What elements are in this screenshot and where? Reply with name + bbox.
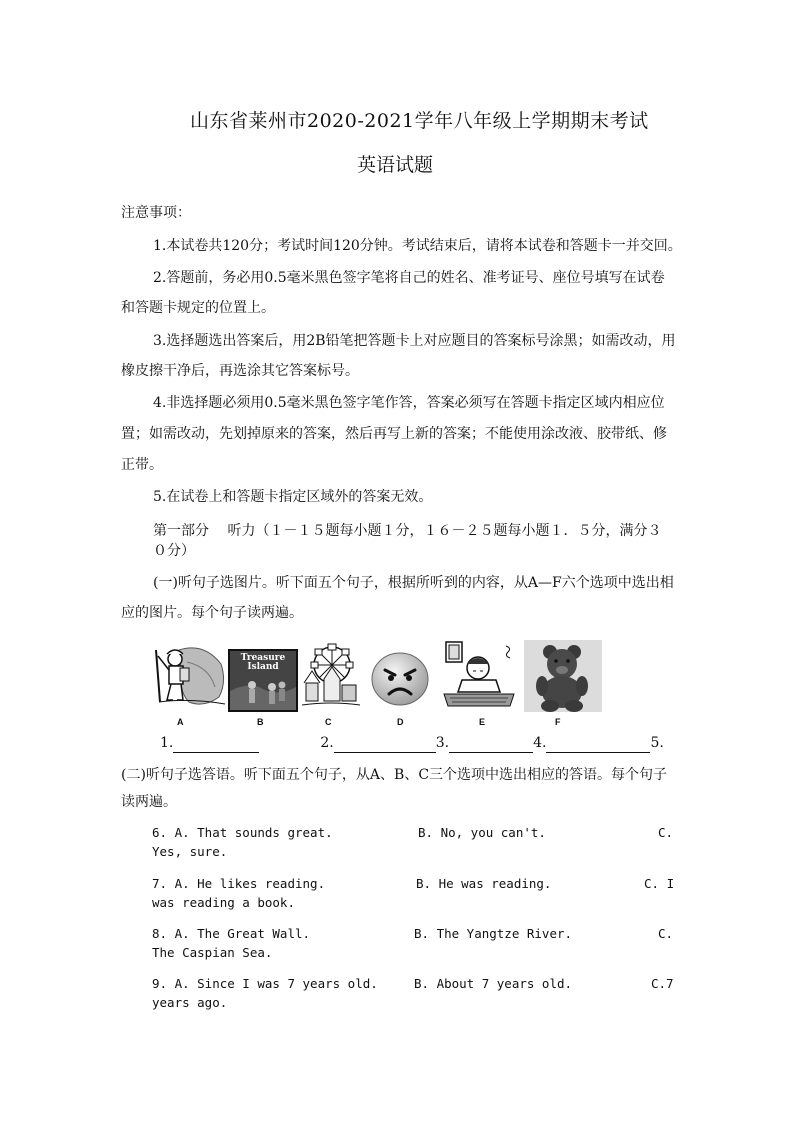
note-4-line-2: 置；如需改动，先划掉原来的答案，然后再写上新的答案；不能使用涂改液、胶带纸、修 xyxy=(121,426,667,442)
q6-option-c: C. xyxy=(658,825,674,840)
picture-label-a: A xyxy=(177,717,184,727)
q7-option-c-text: was reading a book. xyxy=(152,895,295,910)
q9-option-b: B. About 7 years old. xyxy=(414,976,573,991)
section-2-instruction-line-1: (二)听句子选答语。听下面五个句子，从A、B、C三个选项中选出相应的答语。每个句子 xyxy=(121,767,668,783)
q6-option-b: B. No, you can't. xyxy=(418,825,546,840)
q8-option-b: B. The Yangtze River. xyxy=(414,926,573,941)
treasure-island-book-icon xyxy=(228,649,298,712)
note-4-line-1: 4.非选择题必须用0.5毫米黑色签字笔作答，答案必须写在答题卡指定区域内相应位 xyxy=(153,395,665,411)
note-3-line-2: 橡皮擦干净后，再选涂其它答案标号。 xyxy=(121,363,359,379)
section-1-instruction-line-1: (一)听句子选图片。听下面五个句子，根据所听到的内容，从A—F六个选项中选出相 xyxy=(153,575,674,591)
angry-face-icon xyxy=(369,650,431,708)
q8-option-a: 8. A. The Great Wall. xyxy=(152,926,311,941)
q7-option-c: C. I xyxy=(644,876,675,891)
blank-5-number: 5. xyxy=(650,735,664,751)
blank-4[interactable] xyxy=(546,738,650,753)
blank-4-number: 4. xyxy=(533,735,547,751)
picture-label-f: F xyxy=(555,717,561,727)
answer-blanks-row xyxy=(160,733,664,753)
amusement-park-icon xyxy=(302,643,360,711)
blank-1-number: 1. xyxy=(160,735,174,751)
q8-option-c-text: The Caspian Sea. xyxy=(152,945,273,960)
picture-label-b: B xyxy=(257,717,264,727)
note-1: 1.本试卷共120分；考试时间120分钟。考试结束后，请将本试卷和答题卡一并交回。 xyxy=(153,238,682,254)
picture-label-c: C xyxy=(325,717,332,727)
picture-label-e: E xyxy=(479,717,486,727)
teddy-bear-icon xyxy=(524,640,602,712)
section-2-instruction-line-2: 读两遍。 xyxy=(121,794,177,810)
q6-option-a: 6. A. That sounds great. xyxy=(152,825,333,840)
note-2-line-1: 2.答题前，务必用0.5毫米黑色签字笔将自己的姓名、准考证号、座位号填写在试卷 xyxy=(153,270,665,286)
note-2-line-2: 和答题卡规定的位置上。 xyxy=(121,300,275,316)
q7-option-b: B. He was reading. xyxy=(416,876,552,891)
part-1-heading-line-2: ０分） xyxy=(153,543,195,559)
picture-label-d: D xyxy=(397,717,404,727)
q9-option-c-text: years ago. xyxy=(152,995,228,1010)
page-title: 山东省莱州市2020-2021学年八年级上学期期末考试 xyxy=(190,110,649,132)
part-1-heading-line-1: 第一部分 听力（１－１５题每小题１分，１６－２５题每小题１．５分，满分３ xyxy=(153,523,662,539)
note-4-line-3: 正带。 xyxy=(121,457,163,473)
hiker-icon xyxy=(149,642,227,710)
q9-option-a: 9. A. Since I was 7 years old. xyxy=(152,976,378,991)
blank-3[interactable] xyxy=(449,738,533,753)
q7-option-a: 7. A. He likes reading. xyxy=(152,876,326,891)
book-cover-title: Treasure Island xyxy=(240,653,286,672)
section-1-instruction-line-2: 应的图片。每个句子读两遍。 xyxy=(121,605,303,621)
blank-2-number: 2. xyxy=(320,735,334,751)
notes-heading: 注意事项： xyxy=(121,205,191,221)
blank-1[interactable] xyxy=(173,738,259,753)
note-5: 5.在试卷上和答题卡指定区域外的答案无效。 xyxy=(153,489,433,505)
page-subtitle: 英语试题 xyxy=(357,154,434,176)
blank-2[interactable] xyxy=(334,738,436,753)
note-3-line-1: 3.选择题选出答案后，用2B铅笔把答题卡上对应题目的答案标号涂黑；如需改动，用 xyxy=(153,333,676,349)
blank-3-number: 3. xyxy=(435,735,450,751)
boy-at-desk-icon xyxy=(440,640,518,710)
q6-option-c-text: Yes, sure. xyxy=(152,844,228,859)
q9-option-c: C.7 xyxy=(651,976,674,991)
q8-option-c: C. xyxy=(658,926,674,941)
